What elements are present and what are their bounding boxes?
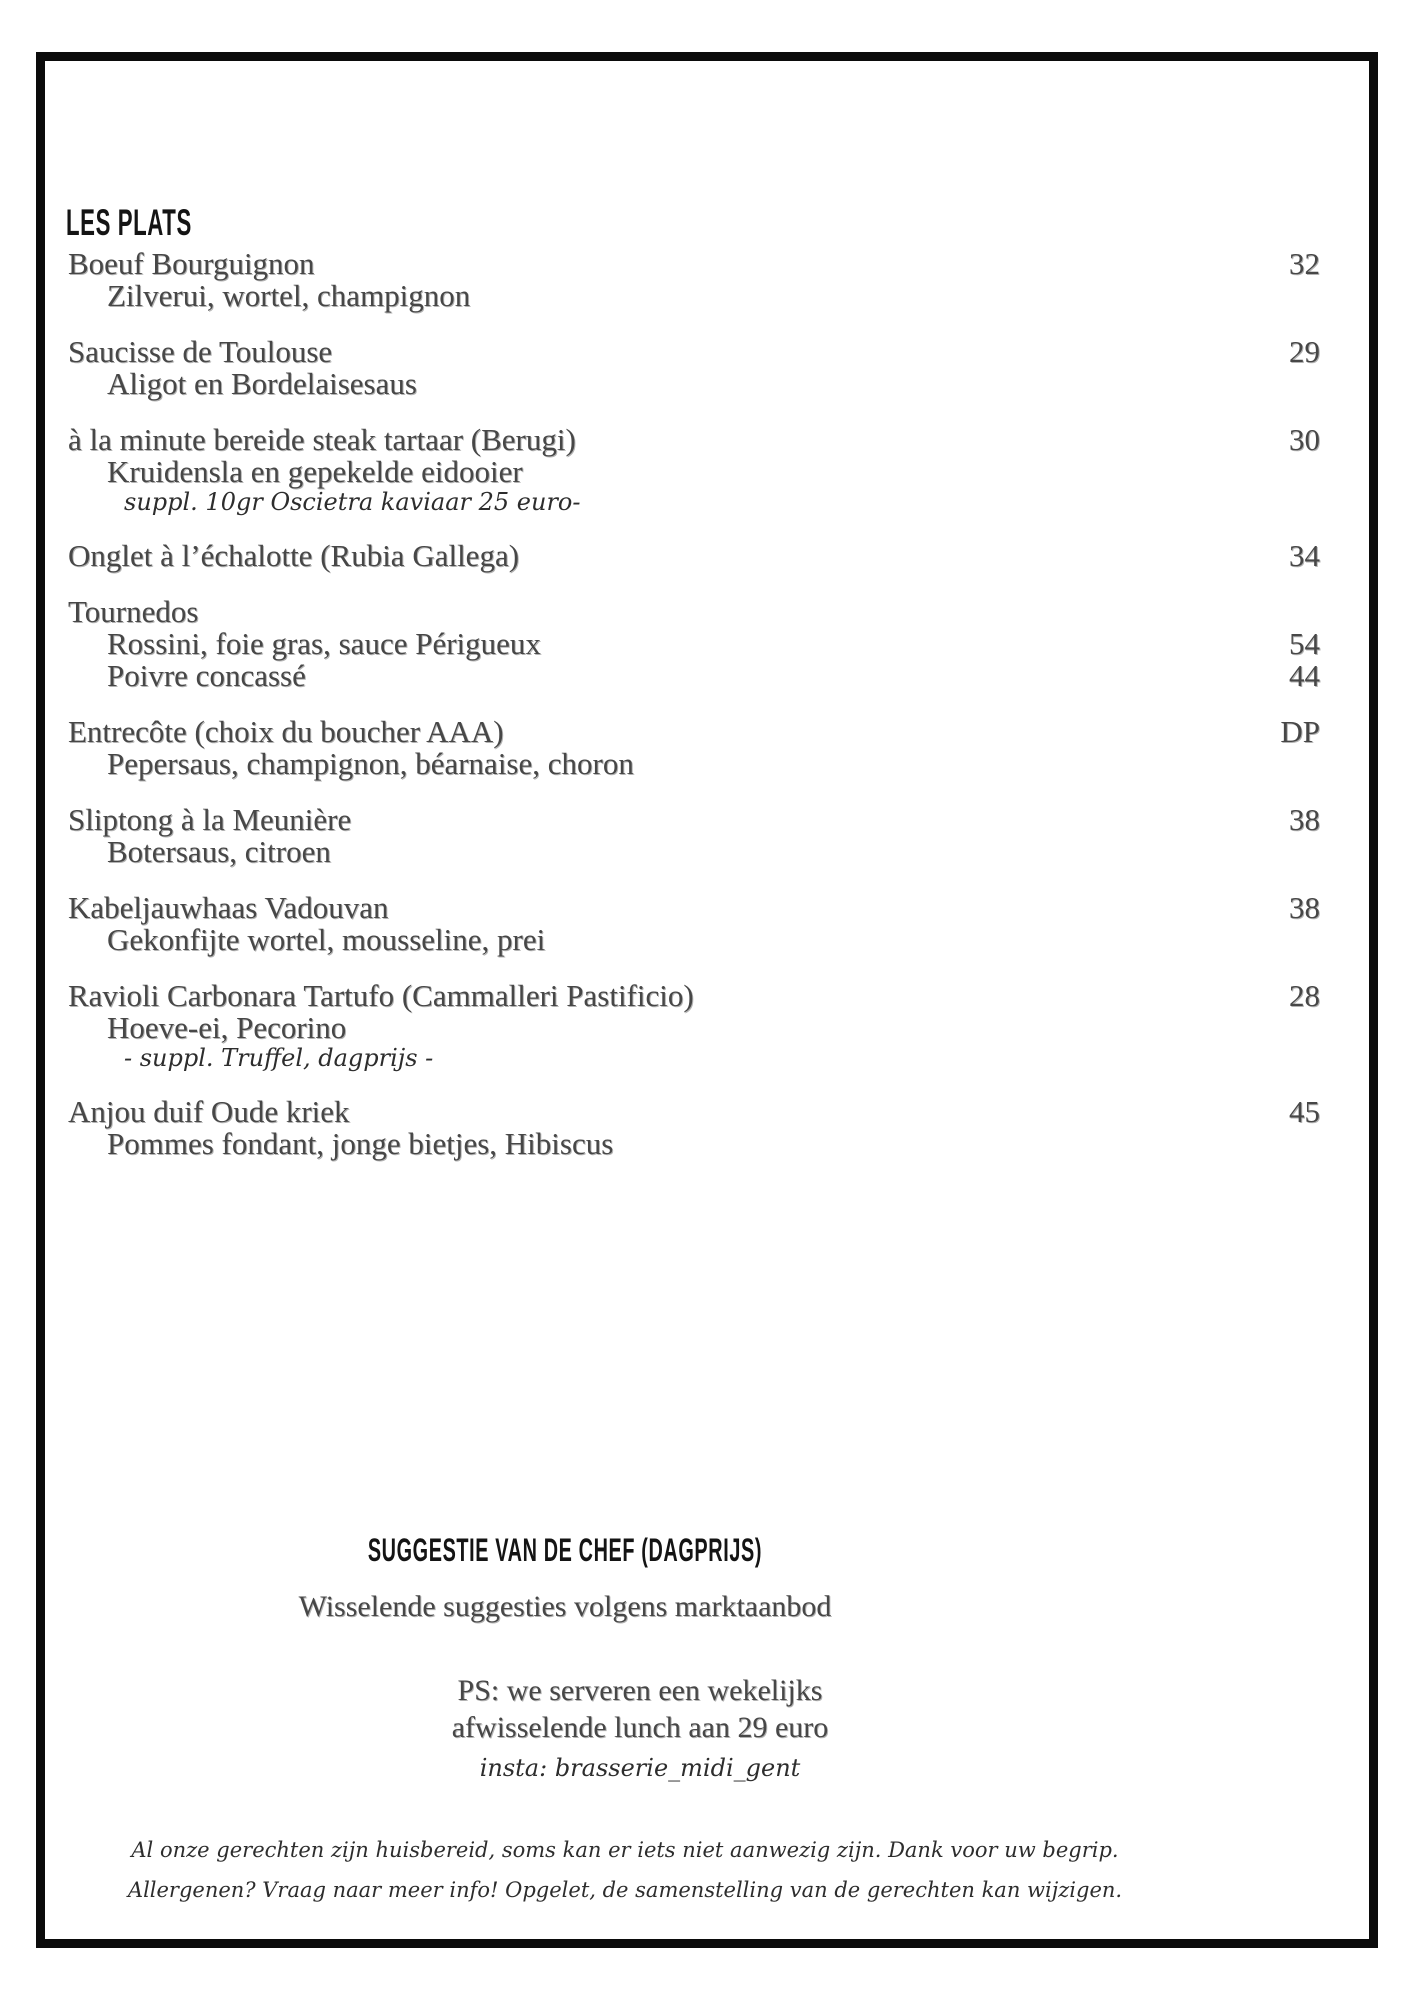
- item-name-row: [68, 596, 1320, 628]
- item-description-row: [68, 628, 1320, 660]
- item-description: Zilverui, wortel, champignon: [107, 278, 471, 313]
- item-name-row: [68, 716, 1320, 748]
- menu-item: [68, 980, 1320, 1072]
- menu-items: [68, 248, 1320, 1184]
- item-price: 29: [1289, 334, 1320, 369]
- section-title: LES PLATS: [66, 202, 192, 243]
- item-description-row: [68, 368, 1320, 400]
- item-description: Poivre concassé: [107, 658, 306, 693]
- item-name-row: [68, 1096, 1320, 1128]
- item-price: 30: [1289, 422, 1320, 457]
- item-name: Entrecôte (choix du boucher AAA): [68, 714, 504, 749]
- ps-line-1: PS: we serveren een wekelijks: [457, 1674, 823, 1707]
- item-description-row: [68, 924, 1320, 956]
- item-description-row: [68, 748, 1320, 780]
- menu-item: [68, 1096, 1320, 1160]
- item-name: Saucisse de Toulouse: [68, 334, 333, 369]
- item-name-row: [68, 540, 1320, 572]
- item-price: 38: [1289, 890, 1320, 925]
- item-price: 34: [1289, 538, 1320, 573]
- item-description: Gekonfijte wortel, mousseline, prei: [107, 922, 546, 957]
- instagram-handle: insta: brasserie_midi_gent: [479, 1754, 801, 1782]
- ps-section: [75, 1672, 1205, 1784]
- item-name: Tournedos: [68, 594, 199, 629]
- menu-item: [68, 596, 1320, 692]
- item-name: Anjou duif Oude kriek: [68, 1094, 350, 1129]
- item-description: Aligot en Bordelaisesaus: [107, 366, 417, 401]
- menu-item: [68, 540, 1320, 572]
- item-description-row: [68, 836, 1320, 868]
- item-note: - suppl. Truffel, dagprijs -: [124, 1044, 434, 1072]
- item-price: 38: [1289, 802, 1320, 837]
- ps-line-2: afwisselende lunch aan 29 euro: [451, 1711, 829, 1744]
- item-name-row: [68, 980, 1320, 1012]
- menu-item: [68, 716, 1320, 780]
- item-name-row: [68, 804, 1320, 836]
- item-description-row: [68, 280, 1320, 312]
- item-name-row: [68, 336, 1320, 368]
- item-description: Kruidensla en gepekelde eidooier: [107, 454, 523, 489]
- item-description: Rossini, foie gras, sauce Périgueux: [107, 626, 541, 661]
- item-name: Sliptong à la Meunière: [68, 802, 352, 837]
- item-name-row: [68, 248, 1320, 280]
- item-price: 28: [1289, 978, 1320, 1013]
- item-description-row: [68, 1128, 1320, 1160]
- menu-item: [68, 892, 1320, 956]
- item-description: Pommes fondant, jonge bietjes, Hibiscus: [107, 1126, 614, 1161]
- item-name-row: [68, 424, 1320, 456]
- item-name: à la minute bereide steak tartaar (Berugi): [68, 422, 576, 457]
- item-price: 32: [1289, 246, 1320, 281]
- menu-item: [68, 804, 1320, 868]
- item-description-row: [68, 456, 1320, 488]
- item-price: 45: [1289, 1094, 1320, 1129]
- item-price: 44: [1289, 658, 1320, 693]
- chef-suggestion-subtitle: Wisselende suggesties volgens marktaanbod: [298, 1590, 832, 1623]
- item-name: Boeuf Bourguignon: [68, 246, 315, 281]
- menu-item: [68, 248, 1320, 312]
- footer-fine-print: [75, 1830, 1175, 1910]
- item-price: DP: [1280, 714, 1320, 749]
- item-name: Ravioli Carbonara Tartufo (Cammalleri Pastificio): [68, 978, 694, 1013]
- item-description-row: [68, 1012, 1320, 1044]
- item-note: suppl. 10gr Oscietra kaviaar 25 euro-: [124, 488, 581, 516]
- footer-line-1: Al onze gerechten zijn huisbereid, soms kan er iets niet aanwezig zijn. Dank voor uw begrip.: [131, 1838, 1119, 1862]
- item-description-row: [68, 660, 1320, 692]
- item-name-row: [68, 892, 1320, 924]
- item-name: Kabeljauwhaas Vadouvan: [68, 890, 389, 925]
- chef-suggestion-section: [75, 1534, 1055, 1624]
- item-price: 54: [1289, 626, 1320, 661]
- menu-item: [68, 424, 1320, 516]
- footer-line-2: Allergenen? Vraag naar meer info! Opgelet, de samenstelling van de gerechten kan wijzigen.: [127, 1878, 1123, 1902]
- item-description: Hoeve-ei, Pecorino: [107, 1010, 347, 1045]
- item-name: Onglet à l’échalotte (Rubia Gallega): [68, 538, 520, 573]
- menu-item: [68, 336, 1320, 400]
- item-description: Botersaus, citroen: [107, 834, 331, 869]
- chef-suggestion-heading: SUGGESTIE VAN DE CHEF (DAGPRIJS): [367, 1532, 763, 1568]
- item-description: Pepersaus, champignon, béarnaise, choron: [107, 746, 634, 781]
